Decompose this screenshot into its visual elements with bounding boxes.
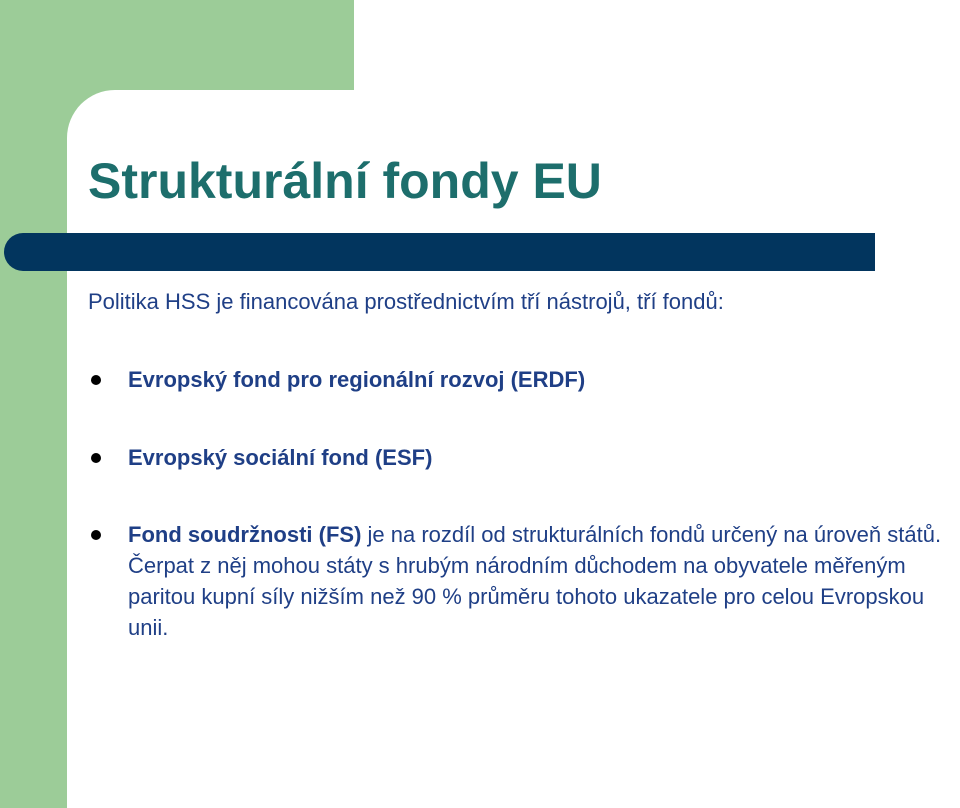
bullet-text xyxy=(128,364,960,395)
title-divider-bar xyxy=(4,233,875,271)
bullet-bold-text: Evropský fond pro regionální rozvoj (ERDF) xyxy=(128,367,586,392)
bullet-text xyxy=(128,519,960,643)
bullet-text xyxy=(128,442,960,473)
bullet-rest-text: je na rozdíl od strukturálních fondů určený na úroveň států. Čerpat z něj mohou státy s hrubým národním důchodem na obyvatele měřeným paritou kupní síly nižším než 90 % průměru tohoto ukazatele pro celou Evropskou unii. xyxy=(128,522,942,640)
slide-title: Strukturální fondy EU xyxy=(88,153,602,209)
intro-text: Politika HSS je financována prostřednictvím tří nástrojů, tří fondů: xyxy=(88,289,724,314)
bullet-bold-text: Evropský sociální fond (ESF) xyxy=(128,445,433,470)
bullet-bold-text: Fond soudržnosti (FS) xyxy=(128,522,362,547)
bullet-dot-icon xyxy=(91,453,101,463)
bullet-dot-icon xyxy=(91,375,101,385)
bullet-dot-icon xyxy=(91,530,101,540)
